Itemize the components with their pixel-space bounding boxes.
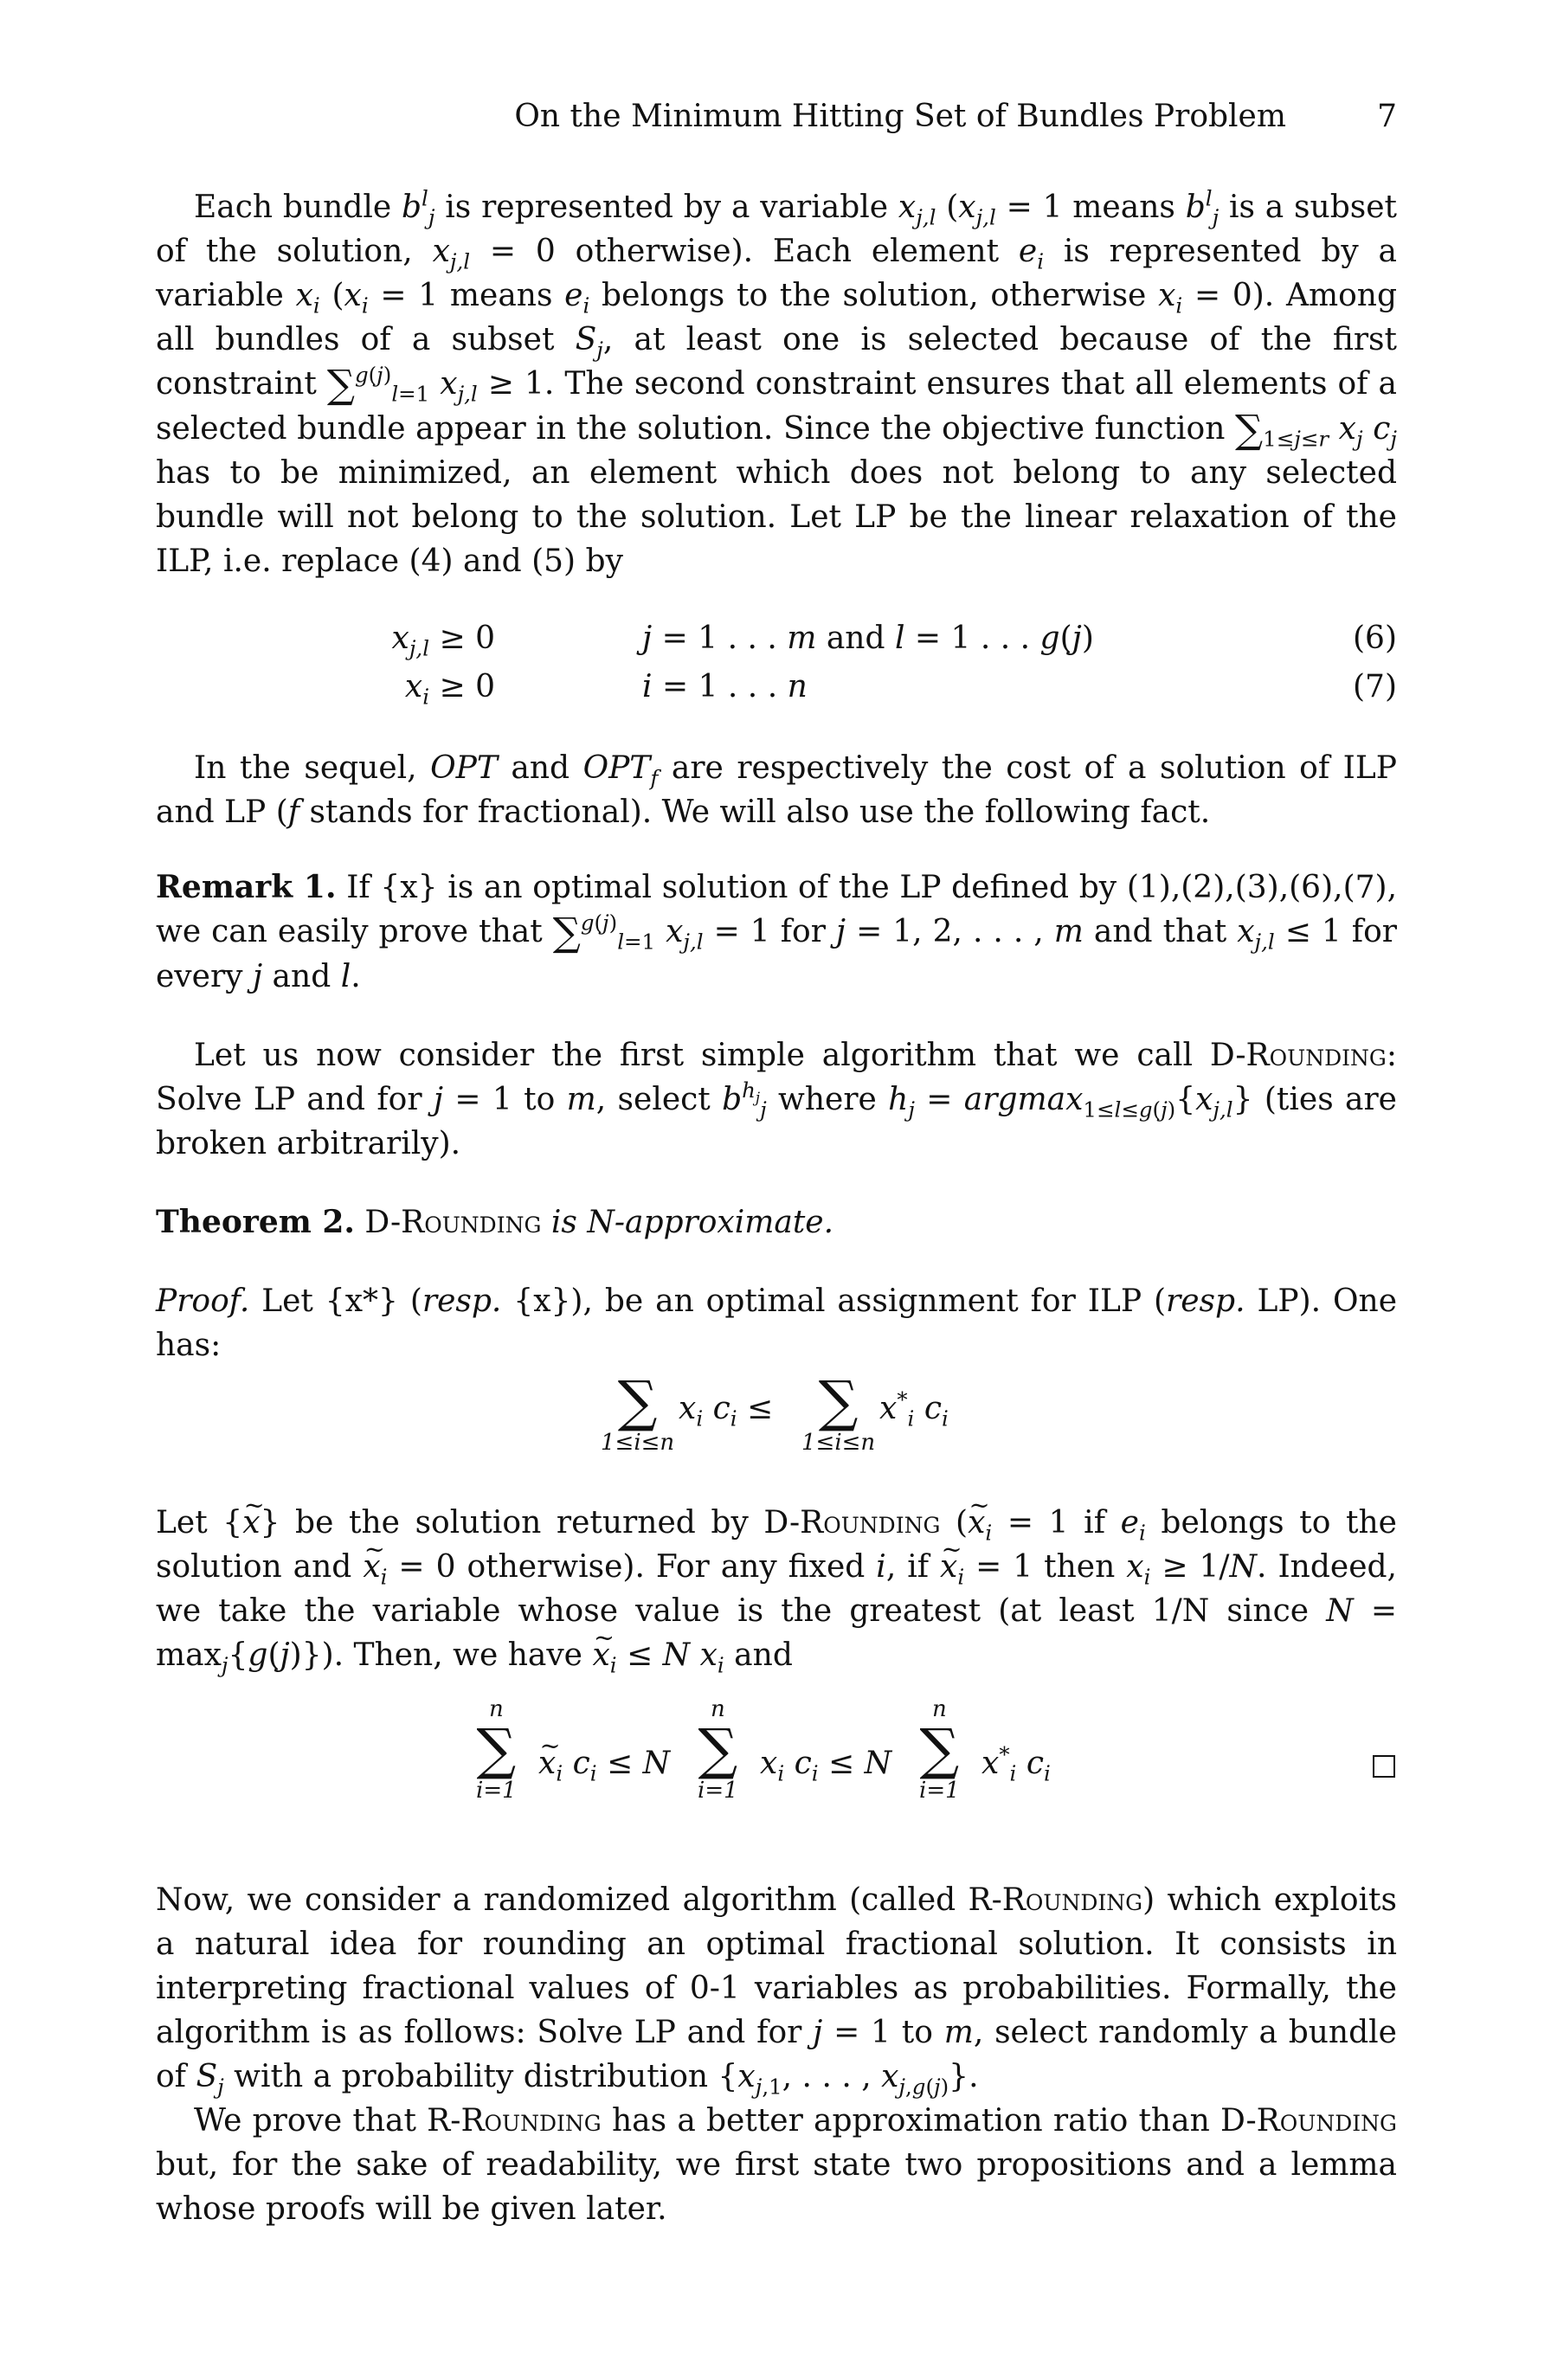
equation-range: j = 1 . . . m and l = 1 . . . g(j) — [642, 621, 1094, 656]
display-inequality-sum: ∑ 1≤i≤n $x_i$ $c_i$ ≤ ∑ 1≤i≤n $x^*_i$ $c_i$ — [601, 1369, 949, 1456]
algorithm-name: D-Rounding — [1209, 1037, 1387, 1073]
paragraph-propositions-intro: We prove that R-Rounding has a better approximation ratio than D-Rounding but, for the sake of readability, we first state two propositions and a lemma whose proofs will be given later. — [156, 2102, 1397, 2227]
display-chain-inequality: n ∑ i=1 x $\sim_i$ $c_i \le N$ n ∑ i=1 $x_i$ $c_i \le N$ n ∑ i=1 $x^*_i$ $c_i$ — [156, 1696, 1397, 1861]
paragraph-solution-returned: Let {x ~} be the solution returned by D-Rounding (x $\sim_i = 1$ if $e_i$ belongs to the solution and x $\sim_i = 0$ otherwise). For any fixed i, if x $\sim_i = 1$ then $x_i \ge 1/N$. Indeed, we take the variable whose value is the greatest (at least 1/N since $N = \max_j\{g(j)\}$). Then, we have x $\sim_i \le N$ $x_i$ and — [156, 1501, 1397, 1677]
display-equations-6-7 — [156, 616, 1397, 713]
remark-label: Remark 1. — [156, 869, 337, 905]
equation-row — [156, 616, 1397, 665]
equation-label: (6) — [1353, 621, 1397, 656]
sum-sign: n ∑ i=1 — [698, 1695, 738, 1804]
remark-1: Remark 1. If {x} is an optimal solution of the LP defined by (1),(2),(3),(6),(7), we can easily prove that ∑$^{g(j)}_{l=1}$ $x_{j,l} = 1$ for j = 1, 2, . . . , m and that $x_{j,l} \le 1$ for every j and l. — [156, 869, 1398, 994]
equation-lhs: $x_i \ge 0$ — [404, 669, 495, 710]
equation-range: i = 1 . . . n — [642, 669, 808, 704]
sum-sign: n ∑ i=1 — [476, 1695, 517, 1804]
sum-sign: n ∑ i=1 — [919, 1695, 960, 1804]
running-title: On the Minimum Hitting Set of Bundles Problem — [514, 99, 1286, 134]
paragraph-ilp-description: Each bundle $b^l_j$ is represented by a variable $x_{j,l}$ ($x_{j,l} = 1$ means $b^l_j$ is a subset of the solution, $x_{j,l} = 0$ otherwise). Each element $e_i$ is represented by a variable $x_i$ ($x_i = 1$ means $e_i$ belongs to the solution, otherwise $x_i = 0$). Among all bundles of a subset $S_j$, at least one is selected because of the first constraint ∑$^{g(j)}_{l=1}$ $x_{j,l} \ge 1$. The second constraint ensures that all elements of a selected bundle appear in the solution. Since the objective function $\sum_{1\le j\le r}$ $x_j$ $c_j$ has to be minimized, an element which does not belong to any selected bundle will not belong to the solution. Let LP be the linear relaxation of the ILP, i.e. replace (4) and (5) by — [156, 185, 1398, 579]
equation-label: (7) — [1353, 669, 1397, 704]
sum-sign: ∑ 1≤i≤n — [601, 1369, 675, 1456]
equation-lhs: $x_{j,l} \ge 0$ — [391, 621, 495, 661]
sum-sign: ∑ 1≤i≤n — [801, 1369, 876, 1456]
equation-row — [156, 665, 1397, 713]
paragraph-opt-definition: In the sequel, OPT and $OPT_f$ are respectively the cost of a solution of ILP and LP (f stands for fractional). We will also use the following fact. — [156, 750, 1397, 830]
proof-label: Proof. — [156, 1283, 250, 1319]
proof: Proof. Let {x*} (resp. {x}), be an optimal assignment for ILP (resp. LP). One has: — [156, 1283, 1398, 1363]
body-text — [156, 185, 1397, 2231]
paragraph-r-rounding: Now, we consider a randomized algorithm (called R-Rounding) which exploits a natural idea for rounding an optimal fractional solution. It consists in interpreting fractional values of 0-1 variables as probabilities. Formally, the algorithm is as follows: Solve LP and for j = 1 to m, select randomly a bundle of $S_j$ with a probability distribution {$x_{j,1}$, . . . , $x_{j,g(j)}$}. — [156, 1881, 1397, 2100]
paragraph-d-rounding: Let us now consider the first simple algorithm that we call D-Rounding: Solve LP and for j = 1 to m, select $b^{h_j}_j$ where $h_j = argmax_{1\le l\le g(j)}\{x_{j,l}\}$ (ties are broken arbitrarily). — [156, 1037, 1397, 1161]
page-number: 7 — [1377, 99, 1397, 134]
theorem-2: Theorem 2. D-Rounding is N-approximate. — [156, 1203, 834, 1240]
qed-box — [1373, 1755, 1395, 1778]
theorem-label: Theorem 2. — [156, 1203, 355, 1240]
